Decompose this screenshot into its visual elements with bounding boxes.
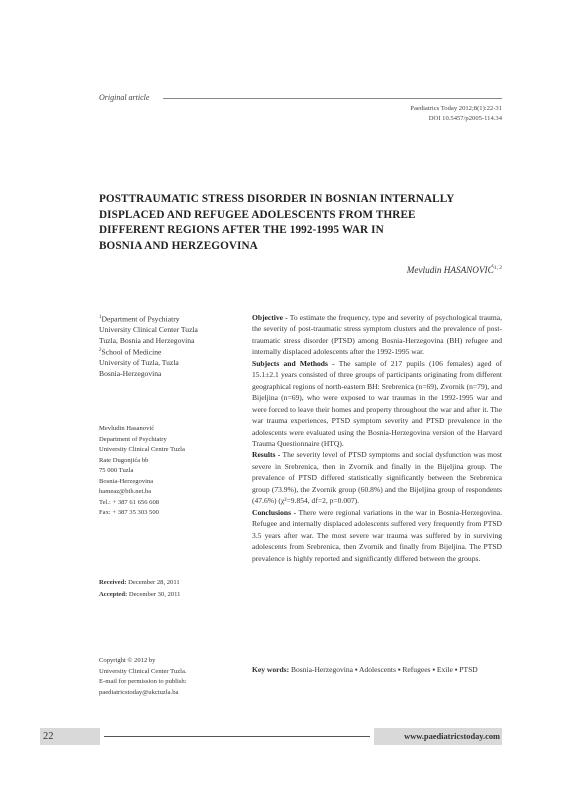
contact-line: Bosnia-Herzegovina <box>99 477 154 485</box>
copyright-line: Copyright © 2012 by <box>99 657 156 664</box>
abstract <box>252 312 502 564</box>
affiliation-line: University of Tuzla, Tuzla <box>99 358 179 368</box>
keywords-list: Bosnia-Herzegovina ▪ Adolescents ▪ Refugees ▪ Exile ▪ PTSD <box>291 665 478 674</box>
footer-rule <box>104 736 370 737</box>
title-line: DIFFERENT REGIONS AFTER THE 1992-1995 WAR IN <box>99 224 384 236</box>
abstract-objective: Objective - To estimate the frequency, type and severity of psychological trauma, the severity of post-traumatic stress symptom clusters and the prevalence of post-traumatic stress disorder (PTSD) among Bosnia-Herzegovina (BH) refugee and internally displaced adolescents after the 1992-1995 war. <box>252 313 502 357</box>
contact-name: Mevludin Hasanović <box>99 425 155 432</box>
article-title <box>99 192 509 254</box>
copyright-block <box>99 656 249 698</box>
journal-citation: Paediatrics Today 2012;8(1):22-31 <box>410 105 502 112</box>
article-type-label: Original article <box>99 93 150 102</box>
contact-line: University Clinical Centre Tuzla <box>99 446 185 453</box>
received-date: Received: December 28, 2011 <box>99 579 180 586</box>
journal-doi: DOI 10.5457/p2005-114.34 <box>428 115 502 122</box>
accepted-date: Accepted: December 30, 2011 <box>99 590 181 598</box>
contact-line: Rate Dugonjića bb <box>99 456 149 464</box>
title-line: POSTTRAUMATIC STRESS DISORDER IN BOSNIAN INTERNALLY <box>99 193 455 205</box>
abstract-conclusions: Conclusions - There were regional variations in the war in Bosnia-Herzegovina. Refugee and internally displaced adolescents suffered very frequently from PTSD 3.5 years after war. The most severe war trauma was suffered by in surviving adolescents from Srebrenica, then Zvornik and finally from Bijeljina. The PTSD prevalence is highly reported and significantly differed between the groups. <box>252 507 502 563</box>
copyright-line: E-mail for permission to publish: <box>99 678 187 685</box>
affiliation-mark: 2 <box>99 348 102 354</box>
title-line: DISPLACED AND REFUGEE ADOLESCENTS FROM THREE <box>99 208 416 221</box>
affiliation-line: $^1$Department of Psychiatry <box>99 314 180 324</box>
page-number: 22 <box>40 728 100 745</box>
title-line: BOSNIA AND HERZEGOVINA <box>99 239 258 252</box>
author-affiliation-marks: 1, 2 <box>493 265 502 271</box>
contact-phone: Tel.: + 387 61 656 608 <box>99 498 160 506</box>
abstract-methods: Subjects and Methods - The sample of 217 pupils (106 females) aged of 15.1±2.1 years consisted of three groups of participants originating from different geographical regions of north-eastern BH: Srebrenica (n=69), Zvornik (n=79), and Bijeljina (n=69), who were exposed to war traumas in the 1992-1995 war and were forced to leave their homes and property throughout the war and after it. The war trauma experiences, PTSD symptom severity and PTSD prevalence in the adolescents were evaluated using the Bosnia-Herzegovina version of the Harvard Trauma Questionnaire (HTQ). <box>252 358 502 448</box>
affiliations <box>99 313 249 380</box>
keywords-label: Key words: <box>252 665 290 674</box>
affiliation-line: University Clinical Center Tuzla <box>99 325 198 335</box>
affiliation-mark: 1 <box>99 315 102 320</box>
affiliation-line: Bosnia-Herzegovina <box>99 369 162 379</box>
journal-reference <box>410 104 502 124</box>
dates-block <box>99 577 180 600</box>
author-name: Mevludin HASANOVIĆ <box>406 265 494 276</box>
abstract-results: Results - The severity level of PTSD symptoms and social dysfunction was most severe in Srebrenica, then in Zvornik and finally in the Bijeljina group. The prevalence of PTSD differed statistically significantly between the Srebrenica group (73.9%), the Zvornik group (60.8%) and the Bijeljina group of respondents (47.6%) (χ²=9.854, df=2, p=0.007). <box>252 450 502 506</box>
contact-fax: Fax: + 387 35 303 500 <box>99 509 159 516</box>
author-line <box>407 265 502 275</box>
contact-line: 75 000 Tuzla <box>99 467 134 474</box>
affiliation-line: $^2$School of Medicine <box>99 347 162 357</box>
copyright-line: University Clinical Center Tuzla. <box>99 667 187 675</box>
keywords <box>252 664 502 675</box>
contact-line: Department of Psychiatry <box>99 435 167 443</box>
affiliation-line: Tuzla, Bosnia and Herzegovina <box>99 335 195 345</box>
permission-email[interactable]: paediatricstoday@ukctuzla.ba <box>99 688 179 696</box>
correspondence-block <box>99 424 249 519</box>
journal-url-link[interactable]: www.paediatricstoday.com <box>374 728 502 745</box>
header-rule <box>163 98 502 99</box>
contact-email[interactable]: hameaz@bih.net.ba <box>99 488 152 495</box>
